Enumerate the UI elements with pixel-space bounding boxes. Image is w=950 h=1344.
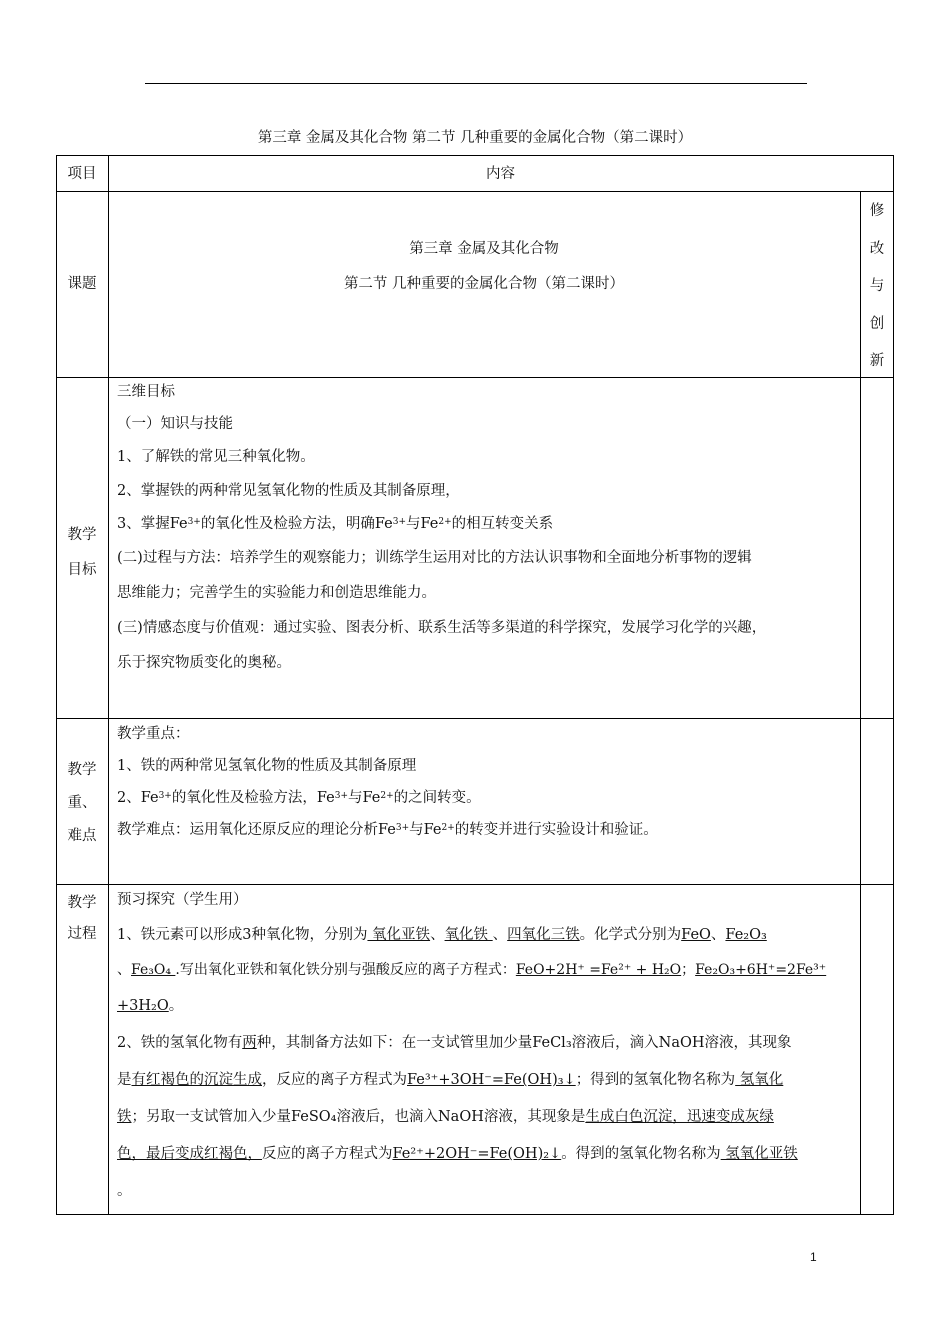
question-1-cont: 、Fe₃O₄ .写出氧化亚铁和氧化铁分别与强酸反应的离子方程式：FeO+2H⁺ =Fe²⁺ + H₂O；Fe₂O₃+6H⁺=2Fe³⁺ bbox=[117, 962, 827, 978]
question-2-cont: 色，最后变成红褐色，反应的离子方程式为Fe²⁺+2OH⁻=Fe(OH)₂↓。得到的氢氧化物名称为 氢氧化亚铁 bbox=[117, 1146, 798, 1162]
goals-knowledge: （一）知识与技能 bbox=[117, 416, 233, 432]
goals-label: 教学 目标 bbox=[67, 527, 97, 578]
header-item: 项目 bbox=[67, 166, 97, 182]
goal-item: 1、了解铁的常见三种氧化物。 bbox=[117, 449, 315, 465]
goals-heading: 三维目标 bbox=[117, 384, 175, 400]
question-1-end: +3H₂O。 bbox=[117, 998, 184, 1014]
topic-section: 第二节 几种重要的金属化合物（第二课时） bbox=[343, 276, 625, 292]
page-number: 1 bbox=[810, 1250, 817, 1264]
goal-item: 2、掌握铁的两种常见氢氧化物的性质及其制备原理， bbox=[117, 483, 460, 499]
process-label: 教学 过程 bbox=[67, 895, 97, 942]
goal-item: 3、掌握$Fe^{3+}$的氧化性及检验方法，明确$Fe^{3+}$与$Fe^{2+}$的相互转变关系 bbox=[117, 516, 554, 532]
revision-column-label: 修 改 与 创 新 bbox=[869, 203, 885, 369]
topic-label: 课题 bbox=[67, 276, 97, 292]
table-border-right bbox=[893, 155, 894, 1214]
header-content: 内容 bbox=[486, 166, 515, 182]
table-border-left bbox=[56, 155, 57, 1214]
question-2-end: 。 bbox=[117, 1183, 132, 1199]
process-content bbox=[117, 884, 857, 1210]
goals-emotion: 乐于探究物质变化的奥秘。 bbox=[117, 655, 291, 671]
table-border-bottom bbox=[56, 1214, 894, 1215]
goals-process: 思维能力；完善学生的实验能力和创造思维能力。 bbox=[117, 585, 436, 601]
keypoints-content bbox=[117, 718, 857, 846]
keypoints-label: 教学 重、 难点 bbox=[67, 762, 97, 844]
keypoint-item: 2、$Fe^{3+}$的氧化性及检验方法，$Fe^{3+}$与$Fe^{2+}$的之间转变。 bbox=[117, 790, 481, 806]
goals-content bbox=[117, 376, 857, 681]
process-heading: 预习探究（学生用） bbox=[117, 892, 248, 908]
document-title: 第三章 金属及其化合物 第二节 几种重要的金属化合物（第二课时） bbox=[257, 130, 693, 146]
topic-chapter: 第三章 金属及其化合物 bbox=[409, 241, 559, 257]
question-2-cont: 铁；另取一支试管加入少量FeSO₄溶液后，也滴入NaOH溶液，其现象是生成白色沉淀，迅速变成灰绿 bbox=[117, 1109, 774, 1125]
keypoint-item: 1、铁的两种常见氢氧化物的性质及其制备原理 bbox=[117, 758, 417, 774]
goals-process: (二)过程与方法：培养学生的观察能力；训练学生运用对比的方法认识事物和全面地分析事物的逻辑 bbox=[117, 550, 752, 566]
difficult-point: 教学难点：运用氧化还原反应的理论分析$Fe^{3+}$与$Fe^{2+}$的转变并进行实验设计和验证。 bbox=[117, 822, 658, 838]
goals-emotion: (三)情感态度与价值观：通过实验、图表分析、联系生活等多渠道的科学探究，发展学习化学的兴趣， bbox=[117, 620, 767, 636]
question-2-cont: 是有红褐色的沉淀生成，反应的离子方程式为Fe³⁺+3OH⁻=Fe(OH)₃↓；得到的氢氧化物名称为 氢氧化 bbox=[117, 1072, 784, 1088]
table-border-top bbox=[56, 155, 894, 156]
question-2: 2、铁的氢氧化物有两种，其制备方法如下：在一支试管里加少量FeCl₃溶液后，滴入NaOH溶液，其现象 bbox=[117, 1035, 792, 1051]
table-rule bbox=[108, 155, 109, 1214]
question-1: 1、铁元素可以形成3种氧化物，分别为 氧化亚铁、氧化铁 、四氧化三铁。化学式分别为FeO、Fe₂O₃ bbox=[117, 927, 767, 943]
table-rule bbox=[56, 191, 894, 192]
header-rule bbox=[145, 83, 807, 84]
keypoints-heading: 教学重点： bbox=[117, 726, 190, 742]
